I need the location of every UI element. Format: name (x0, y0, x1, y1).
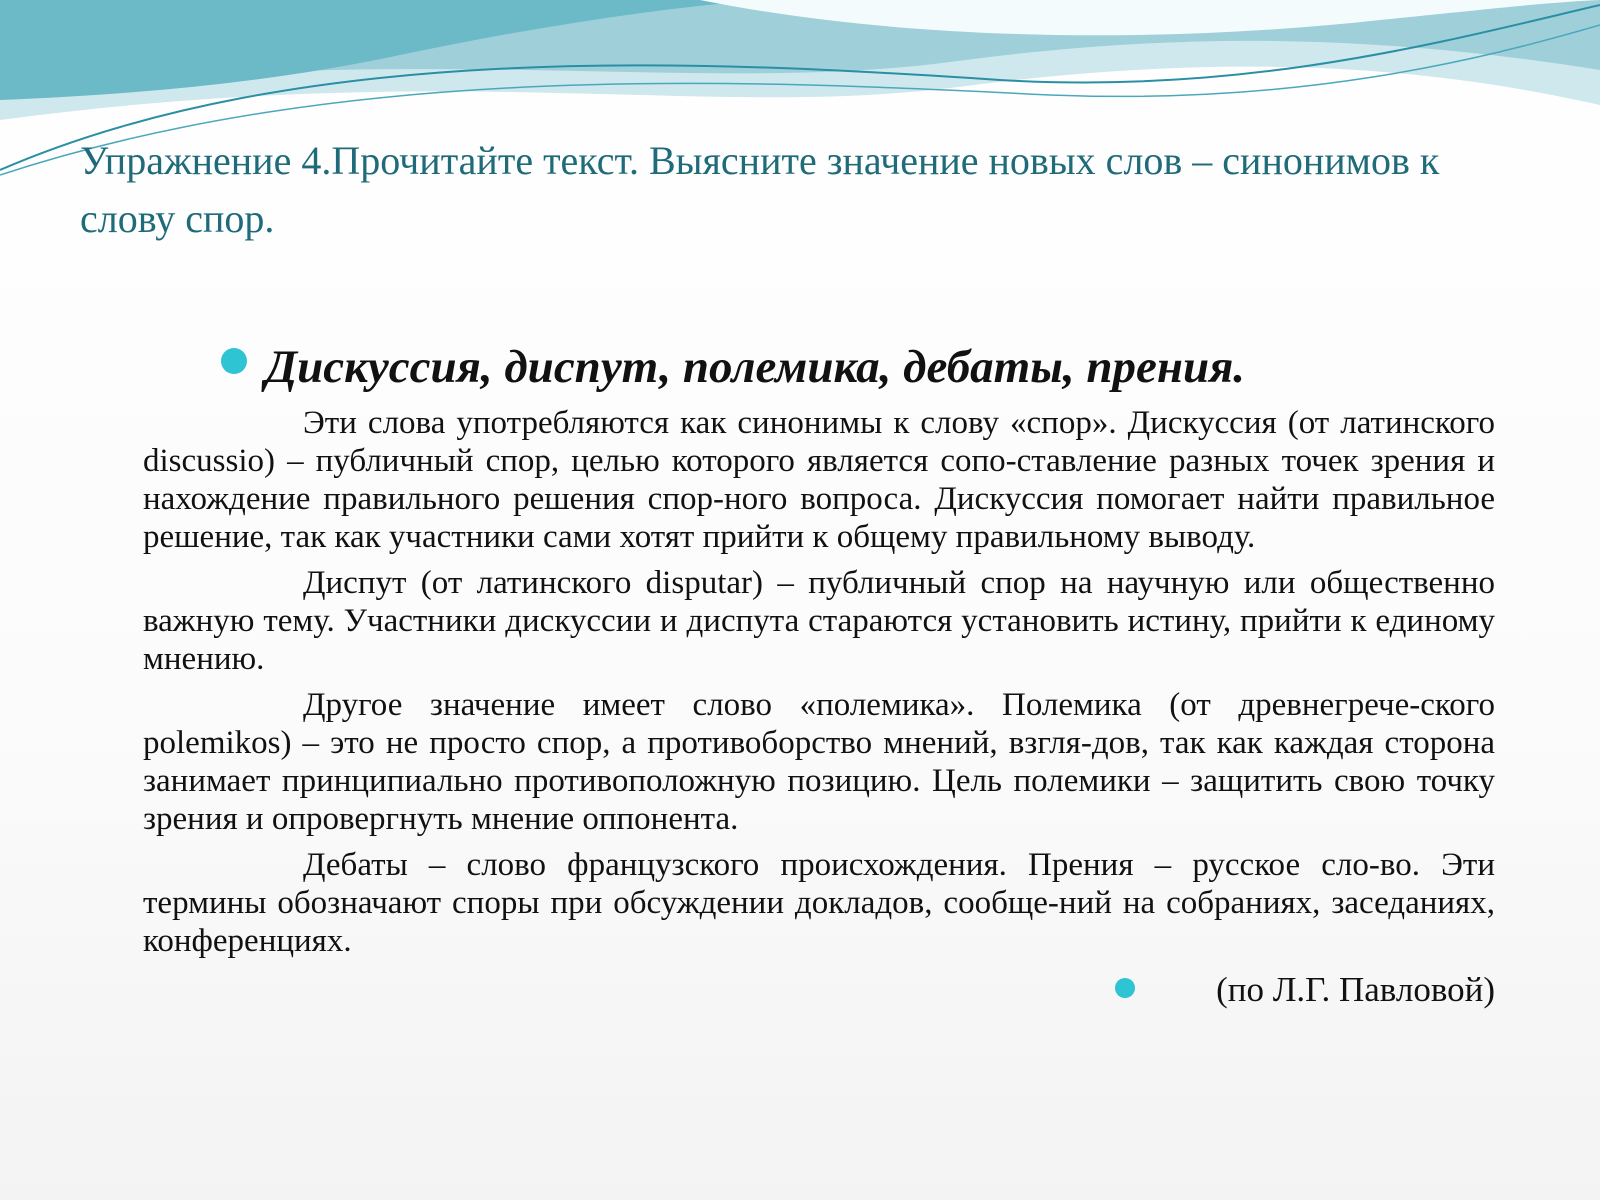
paragraph-discussion: Эти слова употребляются как синонимы к слову «спор». Дискуссия (от латинского discussio) – публичный спор, целью которого является сопо-ставление разных точек зрения и нахождение правильного решения спор-ного вопроса. Дискуссия помогает найти правильное решение, так как участники сами хотят прийти к общему правильному выводу. (143, 405, 1495, 555)
synonyms-heading: Дискуссия, диспут, полемика, дебаты, прения. (265, 341, 1246, 393)
source-attribution: (по Л.Г. Павловой) (1216, 970, 1495, 1009)
paragraph-dispute: Диспут (от латинского disputar) – публичный спор на научную или общественно важную тему. Участники дискуссии и диспута стараются установить истину, прийти к единому мнению. (143, 565, 1495, 677)
paragraph-debates: Дебаты – слово французского происхождения. Прения – русское сло-во. Эти термины обозначают споры при обсуждении докладов, сообще-ний на собраниях, заседаниях, конференциях. (143, 847, 1495, 959)
source-bullet-row (143, 968, 1495, 1016)
paragraph-polemic: Другое значение имеет слово «полемика». Полемика (от древнегрече-ского polemikos) – это не просто спор, а противоборство мнений, взгля-дов, так как каждая сторона занимает принципиально противоположную позицию. Цель полемики – защитить свою точку зрения и опровергнуть мнение оппонента. (143, 687, 1495, 837)
heading-bullet-row (143, 336, 1495, 404)
slide-title: Упражнение 4.Прочитайте текст. Выясните значение новых слов – синонимов к слову спор. (80, 138, 1440, 241)
bullet-dot-icon (1115, 978, 1135, 998)
bullet-dot-icon (221, 348, 247, 374)
content-area (143, 336, 1495, 1016)
